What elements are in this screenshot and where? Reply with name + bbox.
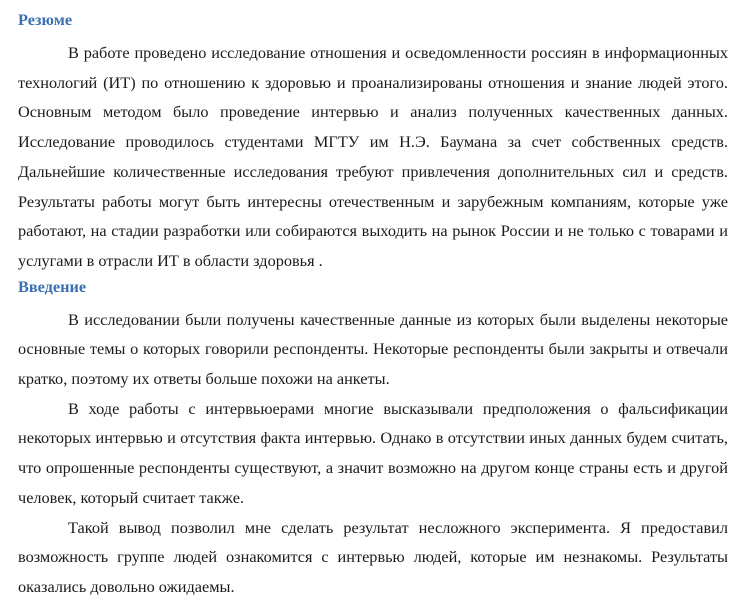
introduction-paragraph-3: Такой вывод позволил мне сделать результат несложного эксперимента. Я предоставил возможность группе людей ознакомится с интервью людей, которые им незнакомы. Результаты оказались довольно ожидаемы. [18,517,728,596]
summary-section [18,8,728,276]
introduction-heading: Введение [18,276,87,296]
introduction-paragraph-1: В исследовании были получены качественные данные из которых были выделены некоторые основные темы о которых говорили респонденты. Некоторые респонденты были закрыты и отвечали кратко, поэтому их ответы больше похожи на анкеты. [18,309,728,389]
summary-paragraph: В работе проведено исследование отношения и осведомленности россиян в информационных технологий (ИТ) по отношению к здоровью и проанализированы отношения и знание людей этого. Основным методом было проведение интервью и анализ полученных качественных данных. Исследование проводилось студентами МГТУ им Н.Э. Баумана за счет собственных средств. Дальнейшие количественные исследования требуют привлечения дополнительных сил и средств. Результаты работы могут быть интересны отечественным и зарубежным компаниям, которые уже работают, на стадии разработки или собираются выходить на рынок России и не только с товарами и услугами в отрасли ИТ в области здоровья . [18,43,728,270]
document-page [18,8,728,602]
introduction-section [18,275,728,602]
introduction-paragraph-2: В ходе работы с интервьюерами многие высказывали предположения о фальсификации некоторых интервью и отсутствия факта интервью. Однако в отсутствии иных данных будем считать, что опрошенные респонденты существуют, а значит возможно на другом конце страны есть и другой человек, который считает также. [18,398,728,507]
summary-heading: Резюме [18,10,73,29]
